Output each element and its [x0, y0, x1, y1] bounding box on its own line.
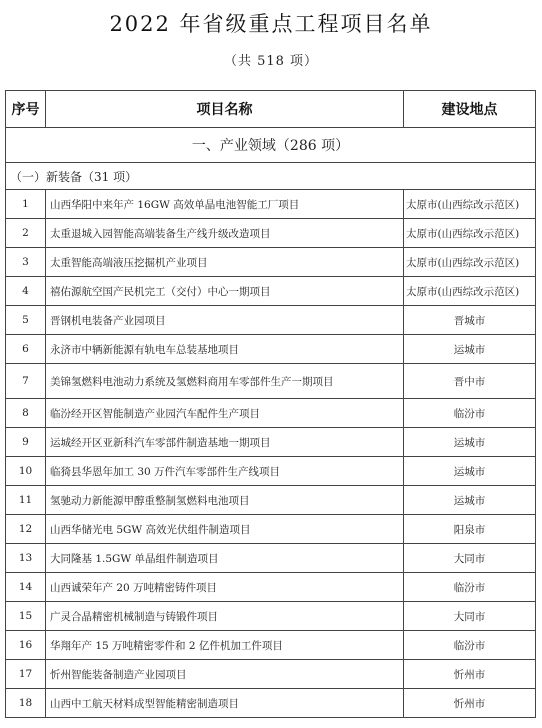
table-row: [6, 660, 536, 689]
cell-location: 太原市(山西综改示范区): [404, 248, 536, 277]
cell-serial-number: 8: [6, 399, 46, 428]
cell-serial-number: 18: [6, 689, 46, 718]
table-row: [6, 248, 536, 277]
subsection-title: （一）新装备（31 项）: [6, 163, 536, 190]
cell-serial-number: 12: [6, 515, 46, 544]
table-row: [6, 602, 536, 631]
cell-location: 太原市(山西综改示范区): [404, 219, 536, 248]
subsection-row: [6, 163, 536, 190]
cell-project-name: 山西诚荣年产 20 万吨精密铸件项目: [46, 573, 404, 602]
table-row: [6, 631, 536, 660]
cell-project-name: 临汾经开区智能制造产业园汽车配件生产项目: [46, 399, 404, 428]
cell-project-name: 广灵合晶精密机械制造与铸锻件项目: [46, 602, 404, 631]
cell-serial-number: 6: [6, 335, 46, 364]
table-row: [6, 364, 536, 399]
section-row: [6, 128, 536, 163]
table-row: [6, 190, 536, 219]
cell-serial-number: 16: [6, 631, 46, 660]
table-row: [6, 399, 536, 428]
table-row: [6, 428, 536, 457]
cell-project-name: 运城经开区亚新科汽车零部件制造基地一期项目: [46, 428, 404, 457]
cell-project-name: 永济市中辆新能源有轨电车总装基地项目: [46, 335, 404, 364]
cell-serial-number: 9: [6, 428, 46, 457]
cell-project-name: 氢驰动力新能源甲醇重整制氢燃料电池项目: [46, 486, 404, 515]
cell-location: 临汾市: [404, 573, 536, 602]
cell-serial-number: 1: [6, 190, 46, 219]
cell-location: 晋城市: [404, 306, 536, 335]
cell-serial-number: 3: [6, 248, 46, 277]
cell-project-name: 大同隆基 1.5GW 单晶组件制造项目: [46, 544, 404, 573]
cell-location: 太原市(山西综改示范区): [404, 190, 536, 219]
cell-serial-number: 15: [6, 602, 46, 631]
cell-project-name: 禧佑源航空国产民机完工（交付）中心一期项目: [46, 277, 404, 306]
table-row: [6, 486, 536, 515]
section-title: 一、产业领域（286 项）: [6, 128, 536, 163]
table-row: [6, 457, 536, 486]
cell-location: 大同市: [404, 544, 536, 573]
table-row: [6, 515, 536, 544]
header-serial-number: 序号: [6, 91, 46, 128]
cell-location: 运城市: [404, 486, 536, 515]
cell-serial-number: 11: [6, 486, 46, 515]
cell-project-name: 华翔年产 15 万吨精密零件和 2 亿件机加工件项目: [46, 631, 404, 660]
header-project-name: 项目名称: [46, 91, 404, 128]
table-row: [6, 689, 536, 718]
cell-location: 忻州市: [404, 689, 536, 718]
cell-serial-number: 2: [6, 219, 46, 248]
table-row: [6, 219, 536, 248]
cell-location: 临汾市: [404, 399, 536, 428]
cell-project-name: 太重智能高端液压挖掘机产业项目: [46, 248, 404, 277]
table-row: [6, 306, 536, 335]
cell-serial-number: 4: [6, 277, 46, 306]
cell-serial-number: 14: [6, 573, 46, 602]
cell-serial-number: 5: [6, 306, 46, 335]
project-table: [5, 90, 536, 718]
table-row: [6, 335, 536, 364]
cell-serial-number: 10: [6, 457, 46, 486]
cell-location: 运城市: [404, 428, 536, 457]
cell-serial-number: 7: [6, 364, 46, 399]
cell-project-name: 山西华储光电 5GW 高效光伏组件制造项目: [46, 515, 404, 544]
cell-location: 阳泉市: [404, 515, 536, 544]
cell-location: 太原市(山西综改示范区): [404, 277, 536, 306]
cell-serial-number: 13: [6, 544, 46, 573]
table-row: [6, 573, 536, 602]
table-row: [6, 544, 536, 573]
cell-project-name: 晋钢机电装备产业园项目: [46, 306, 404, 335]
document-subtitle: （共 518 项）: [223, 54, 319, 69]
cell-location: 运城市: [404, 335, 536, 364]
table-row: [6, 277, 536, 306]
cell-location: 大同市: [404, 602, 536, 631]
cell-project-name: 临猗县华恩年加工 30 万件汽车零部件生产线项目: [46, 457, 404, 486]
cell-serial-number: 17: [6, 660, 46, 689]
cell-location: 忻州市: [404, 660, 536, 689]
header-location: 建设地点: [404, 91, 536, 128]
cell-location: 临汾市: [404, 631, 536, 660]
document-title: 2022 年省级重点工程项目名单: [109, 12, 433, 36]
cell-location: 晋中市: [404, 364, 536, 399]
table-header-row: [6, 91, 536, 128]
cell-project-name: 山西华阳中来年产 16GW 高效单晶电池智能工厂项目: [46, 190, 404, 219]
cell-location: 运城市: [404, 457, 536, 486]
cell-project-name: 忻州智能装备制造产业园项目: [46, 660, 404, 689]
cell-project-name: 山西中工航天材料成型智能精密制造项目: [46, 689, 404, 718]
cell-project-name: 美锦氢燃料电池动力系统及氢燃料商用车零部件生产一期项目: [46, 364, 404, 399]
cell-project-name: 太重退城入园智能高端装备生产线升级改造项目: [46, 219, 404, 248]
